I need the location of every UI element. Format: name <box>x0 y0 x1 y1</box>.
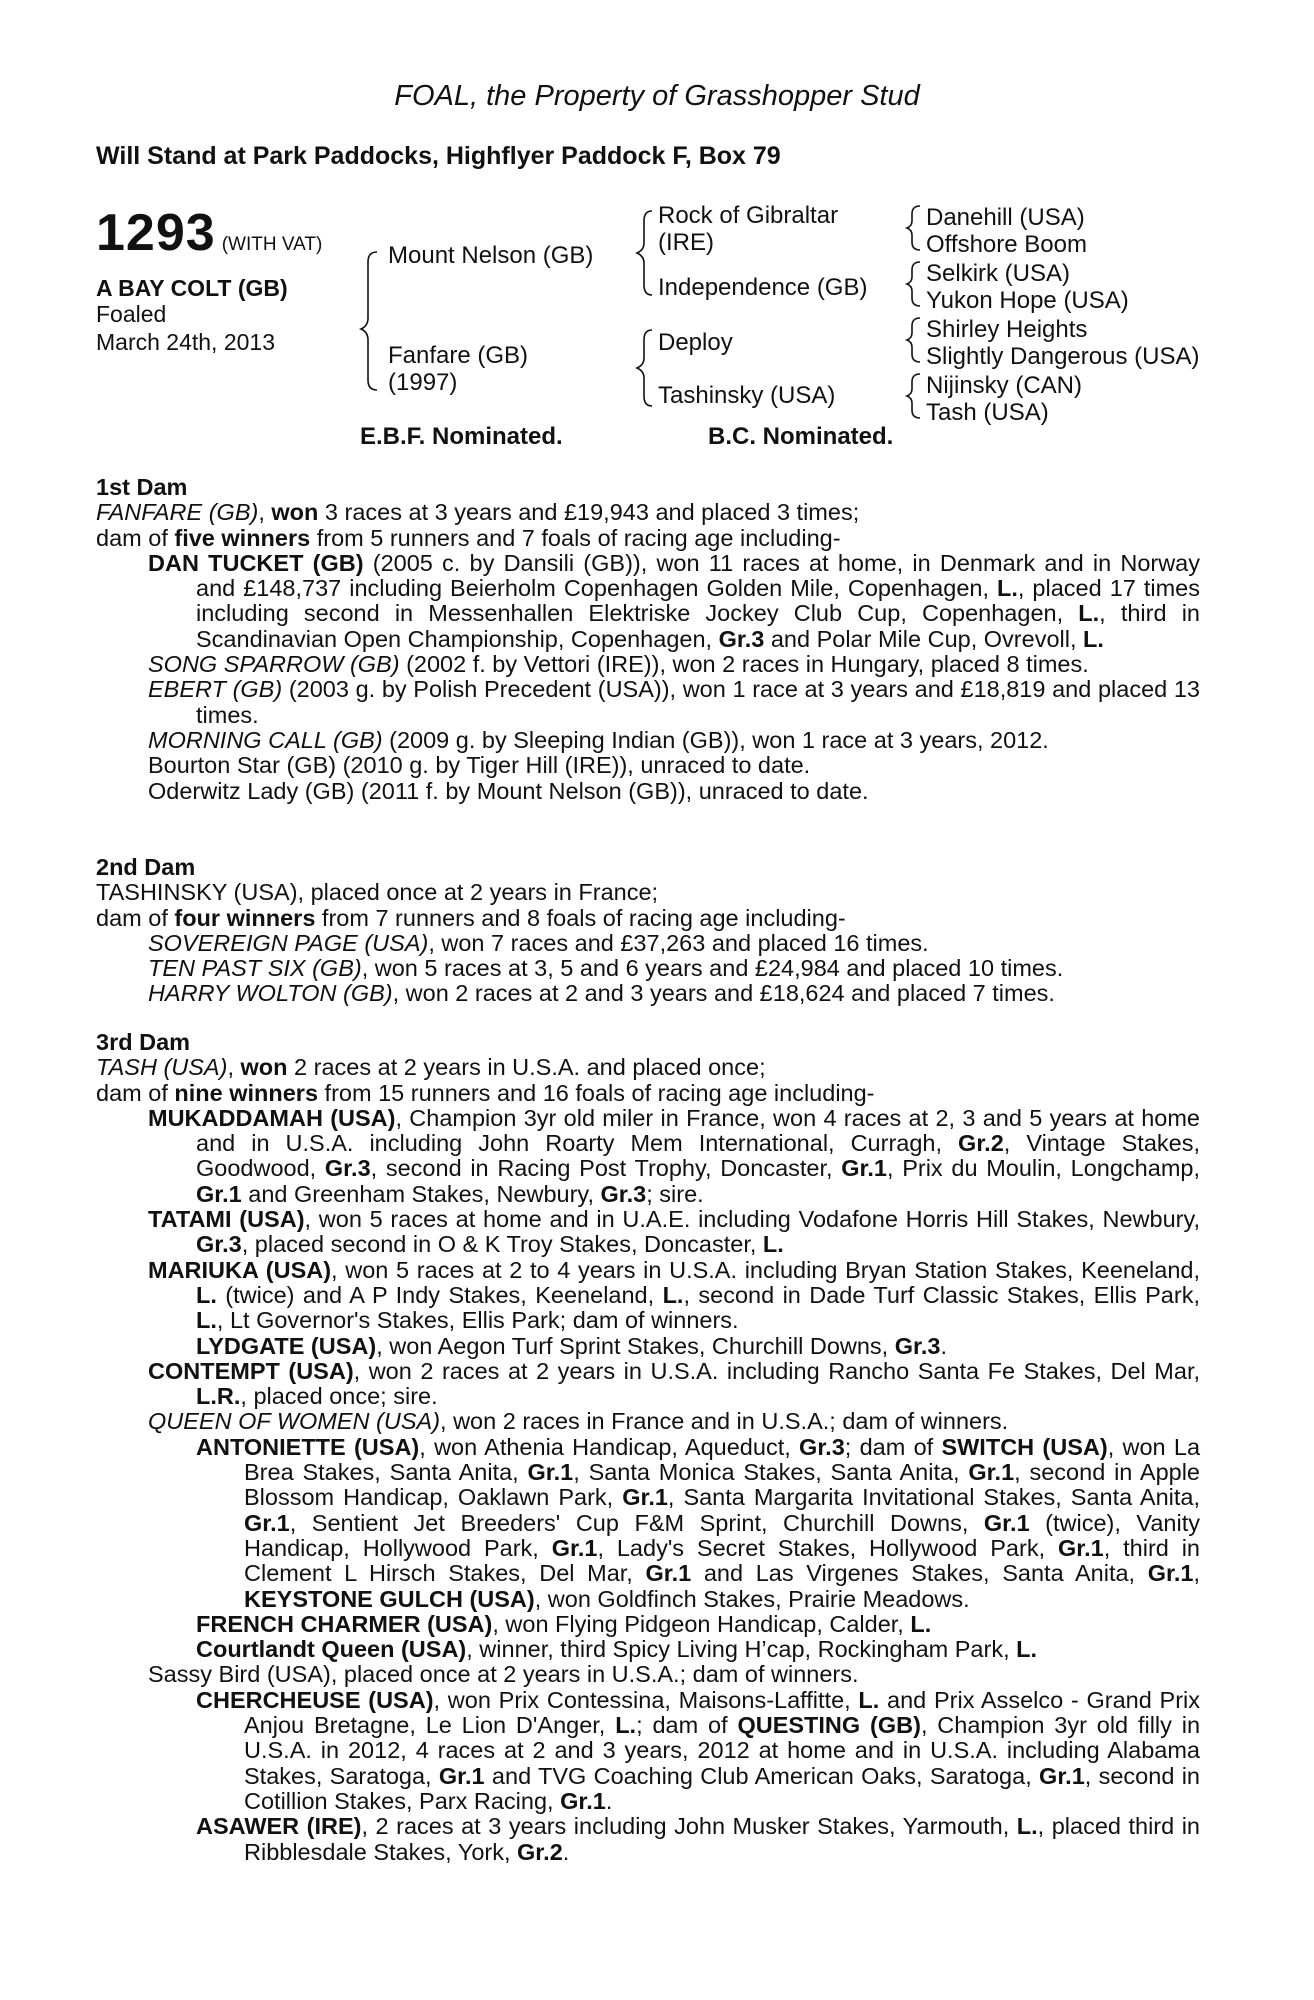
produce-courtlandt-queen: Courtlandt Queen (USA), winner, third Spicy Living H’cap, Rockingham Park, L. <box>196 1636 1038 1663</box>
lot-description: A BAY COLT (GB) <box>96 275 288 301</box>
dam-dam: Tashinsky (USA) <box>658 382 836 409</box>
brace-gen3-a <box>907 206 920 250</box>
gen3-6: Slightly Dangerous (USA) <box>926 343 1200 370</box>
venue-line: Will Stand at Park Paddocks, Highflyer Paddock F, Box 79 <box>96 142 781 170</box>
third-dam-heading: 3rd Dam <box>96 1029 191 1055</box>
gen3-5: Shirley Heights <box>926 316 1088 343</box>
dam-sire: Deploy <box>658 329 733 356</box>
produce-mukaddamah: MUKADDAMAH (USA), Champion 3yr old miler in France, won 4 races at 2, 3 and 5 years at home and in U.S.A. including John Roarty Mem International, Curragh, Gr.2, Vintage Stakes, Goodwood, Gr.3, second in Racing Post Trophy, Doncaster, Gr.1, Prix du Moulin, Longchamp, Gr.1 and Greenham Stakes, Newbury, Gr.3; sire. <box>148 1104 1200 1207</box>
page-title: FOAL, the Property of Grasshopper Stud <box>394 80 920 112</box>
produce-mariuka: MARIUKA (USA), won 5 races at 2 to 4 years in U.S.A. including Bryan Station Stakes, Keeneland, L. (twice) and A P Indy Stakes, Keeneland, L., second in Dade Turf Classic Stakes, Ellis Park, L., Lt Governor's Stakes, Ellis Park; dam of winners. <box>148 1256 1201 1334</box>
vat-label: (WITH VAT) <box>221 234 323 255</box>
third-dam-line: TASH (USA), won 2 races at 2 years in U.S.A. and placed once; <box>96 1054 766 1081</box>
gen3-2: Offshore Boom <box>926 231 1087 258</box>
gen3-3: Selkirk (USA) <box>926 260 1071 287</box>
first-dam-heading: 1st Dam <box>96 474 188 500</box>
brace-gen2-sire <box>637 211 652 295</box>
produce-tatami: TATAMI (USA), won 5 races at home and in U.A.E. including Vodafone Horris Hill Stakes, Newbury, Gr.3, placed second in O & K Troy Stakes, Doncaster, L. <box>148 1206 1200 1258</box>
second-dam-line: TASHINSKY (USA), placed once at 2 years in France; <box>96 879 659 906</box>
produce-queen-of-women: QUEEN OF WOMEN (USA), won 2 races in France and in U.S.A.; dam of winners. <box>148 1408 1009 1435</box>
brace-gen3-c <box>907 318 920 362</box>
produce-harry-wolton: HARRY WOLTON (GB), won 2 races at 2 and 3 years and £18,624 and placed 7 times. <box>148 980 1055 1007</box>
bc-nominated: B.C. Nominated. <box>708 423 894 450</box>
foaled-date: March 24th, 2013 <box>96 329 276 355</box>
dam-name-line2: (1997) <box>388 369 458 396</box>
gen3-7: Nijinsky (CAN) <box>926 372 1082 399</box>
produce-ebert: EBERT (GB) (2003 g. by Polish Precedent (USA)), won 1 race at 3 years and £18,819 and placed 13 times. <box>148 676 1200 728</box>
gen3-8: Tash (USA) <box>926 399 1049 426</box>
dam-name <box>388 342 528 396</box>
sire-name: Mount Nelson (GB) <box>388 242 594 269</box>
sire-sire <box>658 202 838 256</box>
produce-antoniette: ANTONIETTE (USA), won Athenia Handicap, Aqueduct, Gr.3; dam of SWITCH (USA), won La Brea Stakes, Santa Anita, Gr.1, Santa Monica Stakes, Santa Anita, Gr.1, second in Apple Blossom Handicap, Oaklawn Park, Gr.1, Santa Margarita Invitational Stakes, Santa Anita, Gr.1, Sentient Jet Breeders' Cup F&M Sprint, Churchill Downs, Gr.1 (twice), Vanity Handicap, Hollywood Park, Gr.1, Lady's Secret Stakes, Hollywood Park, Gr.1, third in Clement L Hirsch Stakes, Del Mar, Gr.1 and Las Virgenes Stakes, Santa Anita, Gr.1, KEYSTONE GULCH (USA), won Goldfinch Stakes, Prairie Meadows. <box>196 1433 1201 1612</box>
brace-gen2-dam <box>637 330 652 406</box>
produce-french-charmer: FRENCH CHARMER (USA), won Flying Pidgeon Handicap, Calder, L. <box>196 1610 932 1637</box>
first-dam-produce-line: dam of five winners from 5 runners and 7 foals of racing age including- <box>96 524 841 551</box>
second-dam-produce-line: dam of four winners from 7 runners and 8 foals of racing age including- <box>96 904 846 931</box>
brace-gen3-d <box>907 374 920 418</box>
brace-gen3-b <box>907 262 920 306</box>
produce-sassy-bird: Sassy Bird (USA), placed once at 2 years in U.S.A.; dam of winners. <box>148 1661 859 1688</box>
dam-name-line1: Fanfare (GB) <box>388 342 529 369</box>
first-dam-section <box>96 475 1200 804</box>
produce-asawer: ASAWER (IRE), 2 races at 3 years including John Musker Stakes, Yarmouth, L., placed third in Ribblesdale Stakes, York, Gr.2. <box>196 1813 1200 1865</box>
produce-dan-tucket: DAN TUCKET (GB) (2005 c. by Dansili (GB)), won 11 races at home, in Denmark and in Norway and £148,737 including Beierholm Copenhagen Golden Mile, Copenhagen, L., placed 17 times including second in Messenhallen Elektriske Jockey Club Cup, Copenhagen, L., third in Scandinavian Open Championship, Copenhagen, Gr.3 and Polar Mile Cup, Ovrevoll, L. <box>148 549 1201 652</box>
produce-morning-call: MORNING CALL (GB) (2009 g. by Sleeping Indian (GB)), won 1 race at 3 years, 2012. <box>148 726 1049 753</box>
ebf-nominated: E.B.F. Nominated. <box>360 423 563 450</box>
produce-sovereign-page: SOVEREIGN PAGE (USA), won 7 races and £37,263 and placed 16 times. <box>148 929 929 956</box>
sire-dam: Independence (GB) <box>658 274 868 301</box>
produce-lydgate: LYDGATE (USA), won Aegon Turf Sprint Stakes, Churchill Downs, Gr.3. <box>196 1332 948 1359</box>
brace-gen1 <box>361 252 377 390</box>
first-dam-line: FANFARE (GB), won 3 races at 3 years and £19,943 and placed 3 times; <box>96 499 860 526</box>
gen3-4: Yukon Hope (USA) <box>926 287 1129 314</box>
produce-chercheuse: CHERCHEUSE (USA), won Prix Contessina, Maisons-Laffitte, L. and Prix Asselco - Grand Prix Anjou Bretagne, Le Lion D'Anger, L.; dam of QUESTING (GB), Champion 3yr old filly in U.S.A. in 2012, 4 races at 2 and 3 years, 2012 at home and in U.S.A. including Alabama Stakes, Saratoga, Gr.1 and TVG Coaching Club American Oaks, Saratoga, Gr.1, second in Cotillion Stakes, Parx Racing, Gr.1. <box>196 1686 1201 1814</box>
produce-bourton-star: Bourton Star (GB) (2010 g. by Tiger Hill (IRE)), unraced to date. <box>148 752 811 779</box>
sire-sire-line1: Rock of Gibraltar <box>658 202 839 229</box>
third-dam-produce-line: dam of nine winners from 15 runners and 16 foals of racing age including- <box>96 1079 875 1106</box>
foaled-label: Foaled <box>96 301 167 327</box>
second-dam-section <box>96 855 1200 1007</box>
second-dam-heading: 2nd Dam <box>96 854 196 880</box>
sire-sire-line2: (IRE) <box>658 229 714 256</box>
produce-contempt: CONTEMPT (USA), won 2 races at 2 years in U.S.A. including Rancho Santa Fe Stakes, Del Mar, L.R., placed once; sire. <box>148 1357 1200 1410</box>
lot-number-value: 1293 <box>96 204 216 262</box>
gen3-1: Danehill (USA) <box>926 204 1085 231</box>
third-dam-section <box>96 1030 1200 1865</box>
produce-oderwitz-lady: Oderwitz Lady (GB) (2011 f. by Mount Nelson (GB)), unraced to date. <box>148 777 869 804</box>
produce-song-sparrow: SONG SPARROW (GB) (2002 f. by Vettori (IRE)), won 2 races in Hungary, placed 8 times. <box>148 651 1089 678</box>
produce-ten-past-six: TEN PAST SIX (GB), won 5 races at 3, 5 and 6 years and £24,984 and placed 10 times. <box>148 955 1064 982</box>
pedigree-braces <box>0 0 1314 460</box>
